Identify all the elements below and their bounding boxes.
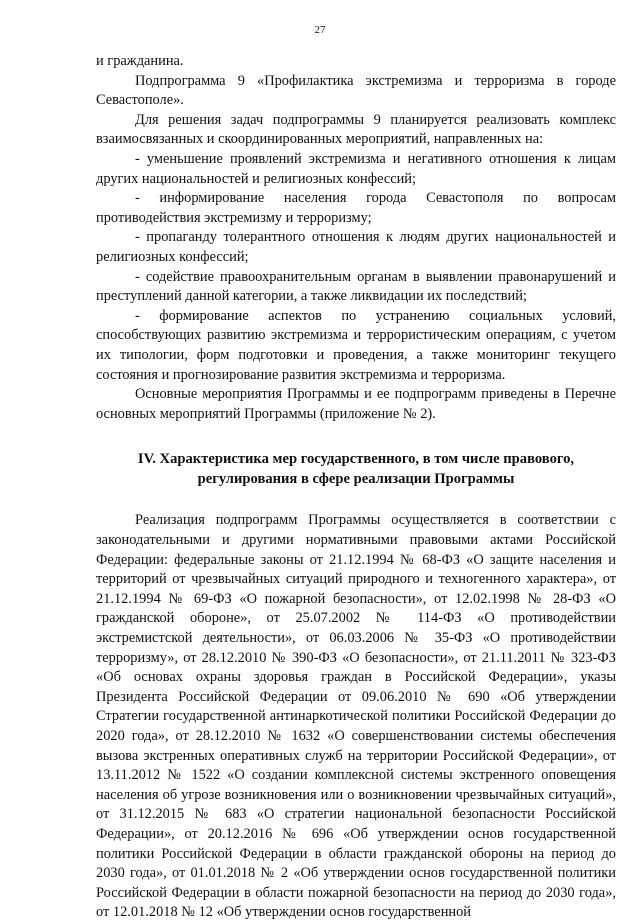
section-heading-line: IV. Характеристика мер государственного, в том числе правового, <box>137 451 575 468</box>
list-item: - содействие правоохранительным органам в выявлении правонарушений и преступлений данной категории, а также ликвидации их последствий; <box>96 268 616 305</box>
page-number: 27 <box>314 24 326 36</box>
paragraph: Для решения задач подпрограммы 9 планируется реализовать комплекс взаимосвязанных и скоординированных мероприятий, направленных на: <box>96 111 616 148</box>
section-heading <box>96 450 616 489</box>
list-item: - уменьшение проявлений экстремизма и негативного отношения к лицам других национальностей и религиозных конфессий; <box>96 150 616 187</box>
top-paragraphs <box>96 52 616 424</box>
paragraph: Реализация подпрограмм Программы осуществляется в соответствии с законодательными и другими нормативными правовыми актами Российской Федерации: федеральные законы от 21.12.1994 № 68-ФЗ «О защите населения и территорий от чрезвычайных ситуаций природного и техногенного характера», от 21.12.1994 № 69-ФЗ «О пожарной безопасности», от 12.02.1998 № 28-ФЗ «О гражданской обороне», от 25.07.2002 № 114-ФЗ «О противодействии экстремистской деятельности», от 06.03.2006 № 35-ФЗ «О противодействии терроризму», от 28.12.2010 № 390-ФЗ «О безопасности», от 21.11.2011 № 323-ФЗ «Об основах охраны здоровья граждан в Российской Федерации», указы Президента Российской Федерации от 09.06.2010 № 690 «Об утверждении Стратегии государственной антинаркотической политики Российской Федерации до 2020 года», от 28.12.2010 № 1632 «О совершенствовании системы обеспечения вызова экстренных оперативных служб на территории Российской Федерации», от 13.11.2012 № 1522 «О создании комплексной системы экстренного оповещения населения об угрозе возникновения или о возникновении чрезвычайных ситуаций», от 31.12.2015 № 683 «О стратегии национальной безопасности Российской Федерации», от 20.12.2016 № 696 «Об утверждении основ государственной политики Российской Федерации в области гражданской обороны на период до 2030 года», от 01.01.2018 № 2 «Об утверждении основ государственной политики Российской Федерации в области пожарной безопасности на период до 2030 года», от 12.01.2018 № 12 «Об утверждении основ государственной <box>96 512 616 921</box>
bottom-paragraphs <box>96 511 616 922</box>
list-item: - формирование аспектов по устранению социальных условий, способствующих развитию экстремизма и террористическим операциям, с учетом их типологии, форм подготовки и проведения, а также мониторинг текущего состояния и прогнозирование развития экстремизма и терроризма. <box>96 307 616 383</box>
paragraph: Основные мероприятия Программы и ее подпрограмм приведены в Перечне основных мероприятий Программы (приложение № 2). <box>96 386 616 422</box>
paragraph: и гражданина. <box>96 53 184 69</box>
list-item: - пропаганду толерантного отношения к людям других национальностей и религиозных конфессий; <box>96 229 616 265</box>
section-heading-line: регулирования в сфере реализации Программы <box>197 470 515 487</box>
list-item: - информирование населения города Севастополя по вопросам противодействия экстремизму и терроризму; <box>96 190 616 226</box>
paragraph: Подпрограмма 9 «Профилактика экстремизма и терроризма в городе Севастополе». <box>96 72 616 109</box>
document-body <box>96 52 616 923</box>
